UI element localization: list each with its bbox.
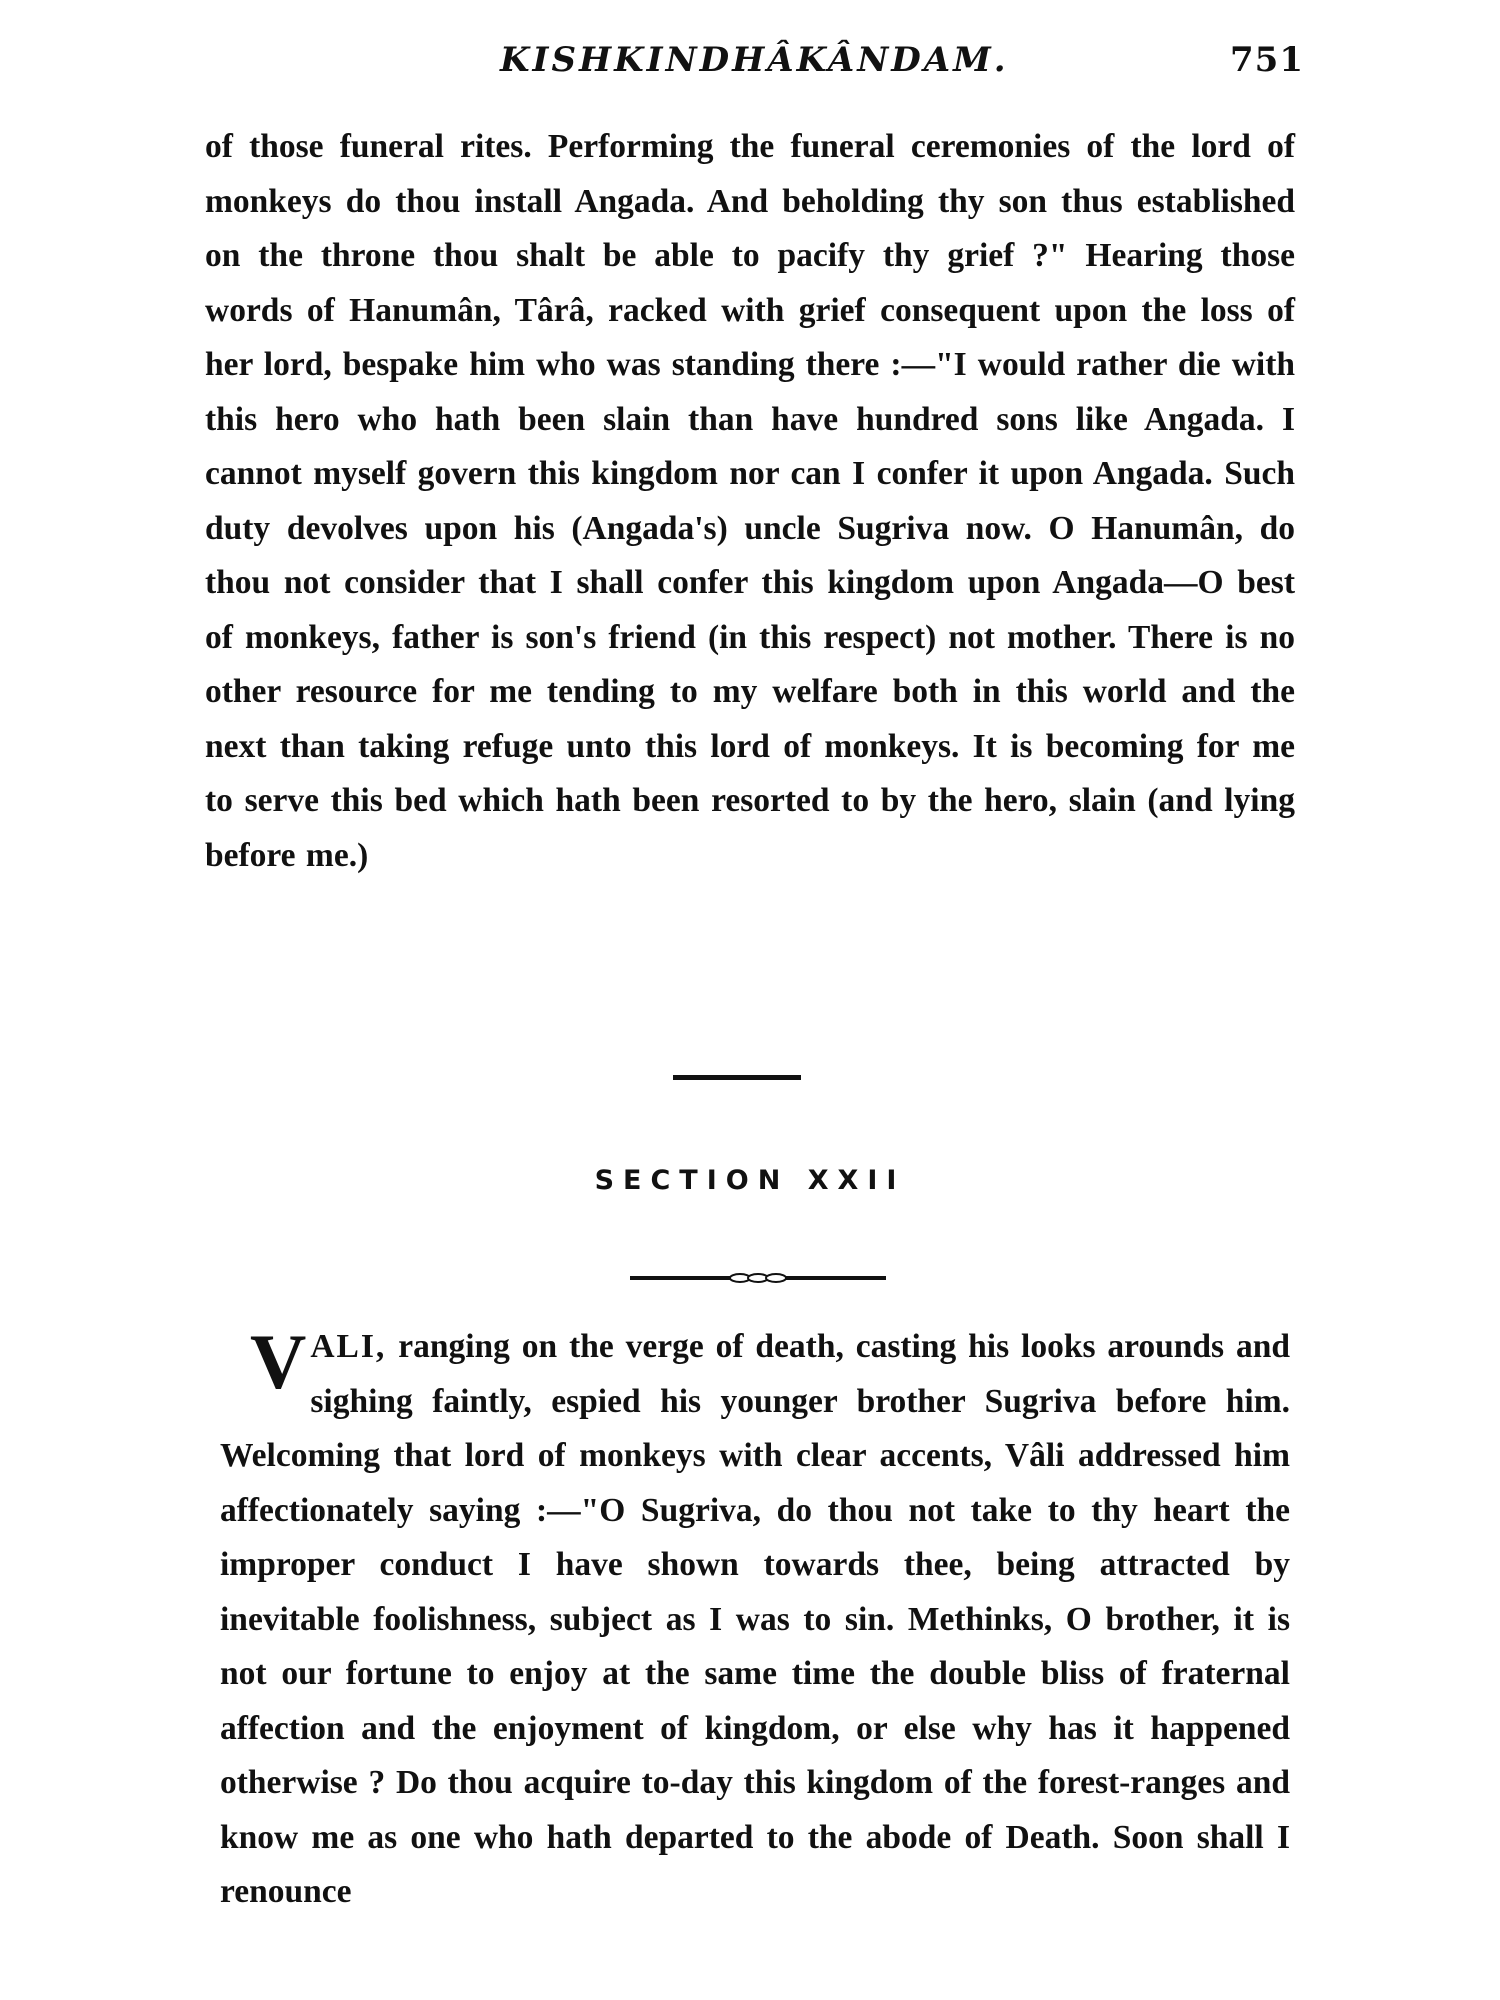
running-title: KISHKINDHÂKÂNDAM. bbox=[500, 40, 1009, 80]
section-heading: SECTION XXII bbox=[594, 1165, 906, 1196]
ornament-icon bbox=[628, 1270, 888, 1286]
page-number: 751 bbox=[1230, 40, 1304, 80]
ornamental-divider bbox=[628, 1270, 888, 1286]
drop-cap: V bbox=[250, 1318, 307, 1405]
section-divider-rule bbox=[673, 1075, 801, 1080]
paragraph-body: ranging on the verge of death, casting his looks arounds and sighing faintly, espied his younger brother Sugriva before him. Welcoming that lord of monkeys with clear accents, Vâli addressed him affectionately saying :—"O Sugriva, do thou not take to thy heart the improper conduct I have shown towards thee, being attracted by inevitable foolishness, subject as I was to sin. Methinks, O brother, it is not our fortune to enjoy at the same time the double bliss of fraternal affection and the enjoyment of kingdom, or else why has it happened otherwise ? Do thou acquire to-day this kingdom of the forest-ranges and know me as one who hath departed to the abode of Death. Soon shall I renounce bbox=[220, 1328, 1290, 1910]
lead-word: ALI, bbox=[310, 1328, 387, 1365]
paragraph-section-opening bbox=[220, 1320, 1290, 1920]
page-header bbox=[0, 40, 1500, 100]
paragraph-continuation: of those funeral rites. Performing the funeral ceremonies of the lord of monkeys do thou install Angada. And beholding thy son thus established on the throne thou shalt be able to pacify thy grief ?" Hearing those words of Hanumân, Târâ, racked with grief consequent upon the loss of her lord, bespake him who was standing there :—"I would rather die with this hero who hath been slain than have hundred sons like Angada. I cannot myself govern this kingdom nor can I confer it upon Angada. Such duty devolves upon his (Angada's) uncle Sugriva now. O Hanumân, do thou not consider that I shall confer this kingdom upon Angada—O best of monkeys, father is son's friend (in this respect) not mother. There is no other resource for me tending to my welfare both in this world and the next than taking refuge unto this lord of monkeys. It is becoming for me to serve this bed which hath been resorted to by the hero, slain (and lying before me.) bbox=[205, 128, 1295, 874]
